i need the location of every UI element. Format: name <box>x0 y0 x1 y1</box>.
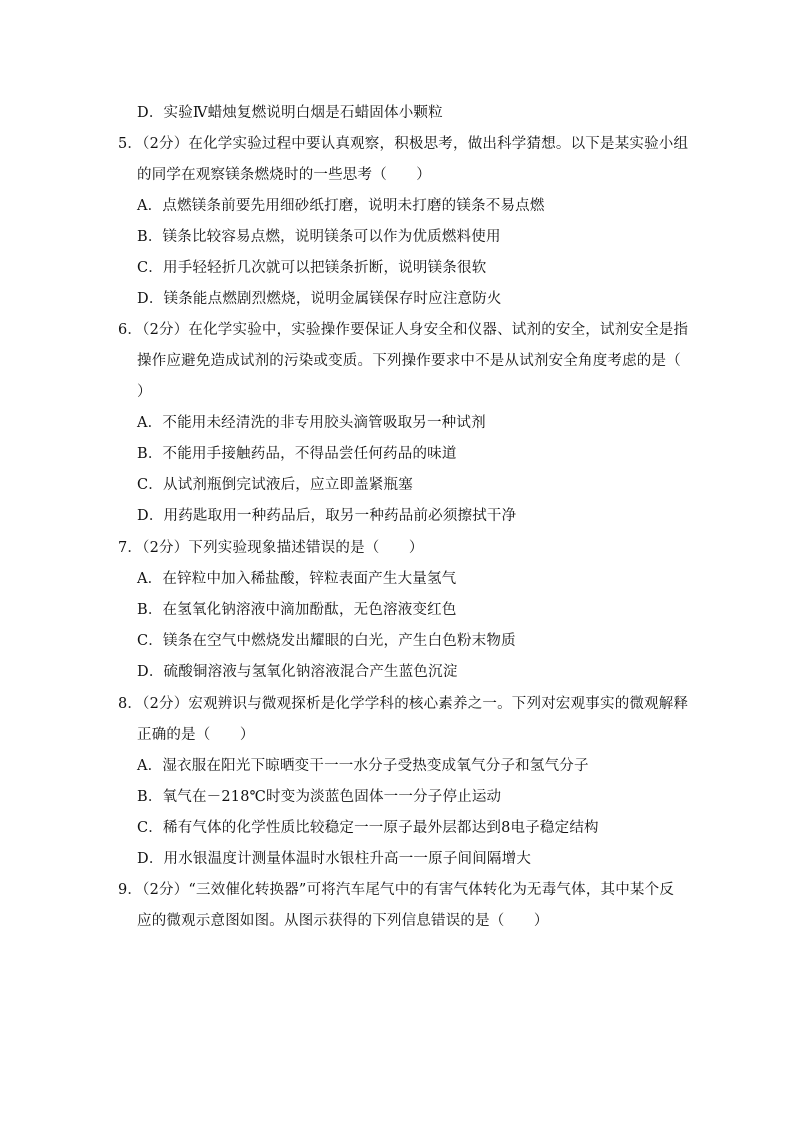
prev-question-option-d: D．实验Ⅳ蜡烛复燃说明白烟是石蜡固体小颗粒 <box>137 105 443 121</box>
question-5-option-c: C．用手轻轻折几次就可以把镁条折断，说明镁条很软 <box>137 260 487 276</box>
question-5-stem-line-2: 的同学在观察镁条燃烧时的一些思考（ ） <box>137 167 431 183</box>
question-7-option-b: B．在氢氧化钠溶液中滴加酚酞，无色溶液变红色 <box>137 602 457 618</box>
question-8-stem-line-2: 正确的是（ ） <box>137 727 255 743</box>
question-7-option-a: A．在锌粒中加入稀盐酸，锌粒表面产生大量氢气 <box>137 571 457 587</box>
question-6-stem-line-3: ） <box>137 384 152 400</box>
question-6-option-d: D．用药匙取用一种药品后，取另一种药品前必须擦拭干净 <box>137 508 517 524</box>
question-8-stem-line-1: 8．（2分）宏观辨识与微观探析是化学学科的核心素养之一。下列对宏观事实的微观解释 <box>118 696 689 712</box>
question-6-stem-line-1: 6．（2分）在化学实验中，实验操作要保证人身安全和仪器、试剂的安全，试剂安全是指 <box>118 322 689 338</box>
question-7-stem-line-1: 7．（2分）下列实验现象描述错误的是（ ） <box>118 540 424 556</box>
question-7-option-d: D．硫酸铜溶液与氢氧化钠溶液混合产生蓝色沉淀 <box>137 664 458 680</box>
question-9-stem-line-1: 9．（2分）“三效催化转换器”可将汽车尾气中的有害气体转化为无毒气体，其中某个反 <box>118 882 675 898</box>
question-6-stem-line-2: 操作应避免造成试剂的污染或变质。下列操作要求中不是从试剂安全角度考虑的是（ <box>137 353 681 369</box>
question-7-option-c: C．镁条在空气中燃烧发出耀眼的白光，产生白色粉末物质 <box>137 633 516 649</box>
question-6-option-a: A．不能用未经清洗的非专用胶头滴管吸取另一种试剂 <box>137 415 486 431</box>
question-5-option-b: B．镁条比较容易点燃，说明镁条可以作为优质燃料使用 <box>137 229 501 245</box>
question-5-option-a: A．点燃镁条前要先用细砂纸打磨，说明未打磨的镁条不易点燃 <box>137 198 545 214</box>
question-8-option-c: C．稀有气体的化学性质比较稳定一一原子最外层都达到8电子稳定结构 <box>137 820 599 836</box>
question-6-option-b: B．不能用手接触药品，不得品尝任何药品的味道 <box>137 446 457 462</box>
question-9-stem-line-2: 应的微观示意图如图。从图示获得的下列信息错误的是（ ） <box>137 913 549 929</box>
question-5-option-d: D．镁条能点燃剧烈燃烧，说明金属镁保存时应注意防火 <box>137 291 502 307</box>
question-8-option-d: D．用水银温度计测量体温时水银柱升高一一原子间间隔增大 <box>137 851 532 867</box>
question-8-option-b: B．氧气在－218℃时变为淡蓝色固体一一分子停止运动 <box>137 789 502 805</box>
question-8-option-a: A．湿衣服在阳光下晾晒变干一一水分子受热变成氧气分子和氢气分子 <box>137 758 589 774</box>
question-5-stem-line-1: 5．（2分）在化学实验过程中要认真观察，积极思考，做出科学猜想。以下是某实验小组 <box>118 136 689 152</box>
question-6-option-c: C．从试剂瓶倒完试液后，应立即盖紧瓶塞 <box>137 477 413 493</box>
